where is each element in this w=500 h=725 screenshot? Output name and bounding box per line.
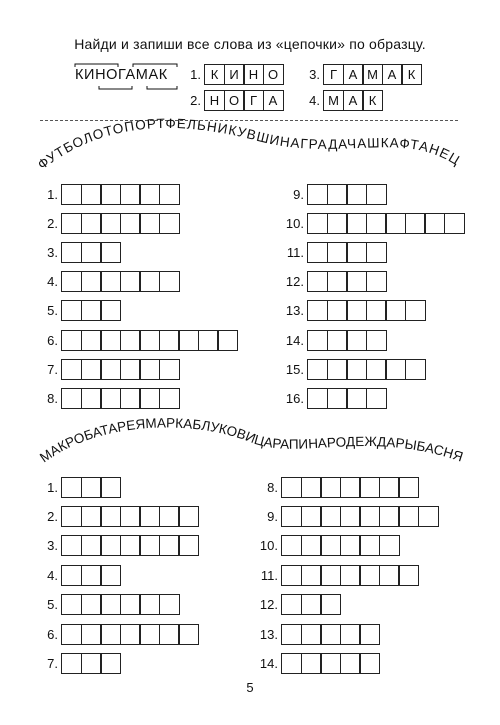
answer-boxes	[61, 388, 180, 409]
row-number: 12.	[285, 274, 304, 290]
example-letter-box: М	[362, 64, 383, 85]
answer-box[interactable]	[418, 506, 439, 527]
row-number: 12.	[259, 597, 278, 613]
answer-row	[30, 593, 180, 617]
answer-row	[276, 270, 387, 294]
example-letter-box: Н	[243, 64, 264, 85]
example-letter-box: И	[224, 64, 245, 85]
row-number: 14.	[285, 332, 304, 348]
page-number: 5	[246, 680, 254, 695]
answer-box[interactable]	[61, 594, 82, 615]
example-number: 3.	[309, 67, 320, 82]
answer-box[interactable]	[346, 184, 367, 205]
answer-row	[250, 504, 439, 528]
answer-box[interactable]	[120, 271, 141, 292]
answer-box[interactable]	[320, 506, 341, 527]
answer-boxes	[61, 506, 199, 527]
answer-box[interactable]	[120, 184, 141, 205]
answer-row	[250, 534, 400, 558]
row-number: 10.	[259, 538, 278, 554]
example-letter-box: А	[382, 64, 403, 85]
answer-box[interactable]	[301, 594, 322, 615]
answer-box[interactable]	[120, 594, 141, 615]
example-letter-box: К	[362, 90, 383, 111]
answer-box[interactable]	[120, 624, 141, 645]
answer-box[interactable]	[281, 506, 302, 527]
answer-box[interactable]	[379, 506, 400, 527]
answer-row	[250, 475, 419, 499]
example-number: 2.	[190, 93, 201, 108]
answer-box[interactable]	[159, 213, 180, 234]
answer-boxes	[61, 184, 180, 205]
answer-row	[250, 563, 419, 587]
chain-text-2: МАКРОБАТАРЕЯМАРКАБЛУКОВИЦАРАПИНАРОДЕЖДАРЫБАСНЯ	[37, 415, 467, 466]
answer-boxes	[61, 535, 199, 556]
row-number: 7.	[47, 655, 58, 671]
answer-box[interactable]	[301, 477, 322, 498]
answer-box[interactable]	[320, 565, 341, 586]
answer-boxes	[307, 271, 387, 292]
answer-box[interactable]	[81, 477, 102, 498]
answer-box[interactable]	[159, 535, 180, 556]
answer-box[interactable]	[100, 653, 121, 674]
row-number: 9.	[267, 508, 278, 524]
answer-row	[30, 563, 121, 587]
answer-box[interactable]	[61, 624, 82, 645]
answer-box[interactable]	[307, 184, 328, 205]
row-number: 5.	[47, 597, 58, 613]
answer-box[interactable]	[159, 594, 180, 615]
answer-box[interactable]	[81, 184, 102, 205]
answer-row	[30, 534, 199, 558]
row-number: 8.	[47, 390, 58, 406]
answer-box[interactable]	[366, 213, 387, 234]
answer-box[interactable]	[139, 271, 160, 292]
row-number: 2.	[47, 508, 58, 524]
example-letter-box: Г	[323, 64, 344, 85]
example-number: 4.	[309, 93, 320, 108]
answer-box[interactable]	[359, 506, 380, 527]
answer-box[interactable]	[359, 535, 380, 556]
answer-boxes	[307, 359, 426, 380]
answer-box[interactable]	[320, 535, 341, 556]
answer-boxes	[281, 506, 439, 527]
row-number: 6.	[47, 332, 58, 348]
answer-box[interactable]	[307, 242, 328, 263]
row-number: 1.	[47, 479, 58, 495]
answer-box[interactable]	[198, 330, 219, 351]
answer-box[interactable]	[301, 565, 322, 586]
answer-box[interactable]	[139, 535, 160, 556]
answer-boxes	[61, 271, 180, 292]
answer-box[interactable]	[120, 388, 141, 409]
answer-box[interactable]	[281, 594, 302, 615]
answer-box[interactable]	[307, 213, 328, 234]
answer-box[interactable]	[61, 271, 82, 292]
answer-row	[30, 651, 121, 675]
answer-row	[276, 328, 387, 352]
answer-boxes	[307, 184, 387, 205]
answer-box[interactable]	[100, 624, 121, 645]
answer-box[interactable]	[346, 300, 367, 321]
row-number: 2.	[47, 215, 58, 231]
answer-box[interactable]	[81, 330, 102, 351]
answer-box[interactable]	[159, 359, 180, 380]
row-number: 10.	[285, 215, 304, 231]
example-letter-box: М	[323, 90, 344, 111]
answer-box[interactable]	[139, 184, 160, 205]
row-number: 14.	[259, 655, 278, 671]
answer-box[interactable]	[359, 477, 380, 498]
answer-box[interactable]	[281, 535, 302, 556]
answer-box[interactable]	[178, 535, 199, 556]
answer-row	[30, 328, 238, 352]
answer-box[interactable]	[320, 624, 341, 645]
answer-box[interactable]	[307, 271, 328, 292]
answer-boxes	[61, 565, 121, 586]
answer-box[interactable]	[366, 242, 387, 263]
answer-box[interactable]	[61, 565, 82, 586]
answer-boxes	[307, 242, 387, 263]
example-letter-box: О	[224, 90, 245, 111]
answer-box[interactable]	[61, 506, 82, 527]
answer-box[interactable]	[366, 388, 387, 409]
answer-box[interactable]	[327, 359, 348, 380]
answer-box[interactable]	[327, 184, 348, 205]
answer-box[interactable]	[444, 213, 465, 234]
answer-box[interactable]	[100, 359, 121, 380]
answer-box[interactable]	[139, 388, 160, 409]
answer-box[interactable]	[100, 477, 121, 498]
answer-row	[276, 211, 465, 235]
answer-row	[276, 240, 387, 264]
row-number: 4.	[47, 274, 58, 290]
answer-box[interactable]	[120, 213, 141, 234]
answer-box[interactable]	[159, 388, 180, 409]
answer-box[interactable]	[159, 184, 180, 205]
answer-box[interactable]	[359, 653, 380, 674]
answer-box[interactable]	[139, 359, 160, 380]
answer-row	[30, 240, 121, 264]
answer-box[interactable]	[366, 359, 387, 380]
row-number: 11.	[286, 244, 304, 260]
row-number: 13.	[285, 303, 304, 319]
answer-row	[30, 211, 180, 235]
answer-box[interactable]	[159, 330, 180, 351]
answer-box[interactable]	[340, 477, 361, 498]
answer-box[interactable]	[81, 653, 102, 674]
answer-box[interactable]	[81, 213, 102, 234]
answer-box[interactable]	[61, 330, 82, 351]
answer-box[interactable]	[340, 535, 361, 556]
answer-box[interactable]	[100, 594, 121, 615]
answer-boxes	[61, 213, 180, 234]
answer-boxes	[307, 300, 426, 321]
row-number: 9.	[293, 186, 304, 202]
example-letter-box: О	[263, 64, 284, 85]
answer-box[interactable]	[81, 624, 102, 645]
example-letter-box: А	[343, 64, 364, 85]
answer-box[interactable]	[327, 271, 348, 292]
answer-row	[250, 651, 380, 675]
answer-box[interactable]	[61, 535, 82, 556]
row-number: 15.	[285, 361, 304, 377]
answer-boxes	[61, 359, 180, 380]
answer-box[interactable]	[178, 330, 199, 351]
answer-box[interactable]	[120, 359, 141, 380]
answer-box[interactable]	[81, 300, 102, 321]
answer-box[interactable]	[340, 506, 361, 527]
example-letter-box: Н	[204, 90, 225, 111]
answer-box[interactable]	[340, 653, 361, 674]
answer-box[interactable]	[100, 535, 121, 556]
answer-box[interactable]	[139, 624, 160, 645]
answer-box[interactable]	[100, 506, 121, 527]
answer-box[interactable]	[307, 388, 328, 409]
row-number: 16.	[285, 390, 304, 406]
answer-box[interactable]	[120, 535, 141, 556]
answer-box[interactable]	[61, 477, 82, 498]
answer-boxes	[307, 213, 465, 234]
answer-box[interactable]	[61, 213, 82, 234]
answer-row	[30, 475, 121, 499]
answer-box[interactable]	[81, 594, 102, 615]
answer-box[interactable]	[301, 653, 322, 674]
answer-boxes	[281, 594, 341, 615]
answer-box[interactable]	[81, 388, 102, 409]
answer-box[interactable]	[359, 565, 380, 586]
row-number: 3.	[47, 538, 58, 554]
answer-box[interactable]	[301, 624, 322, 645]
answer-box[interactable]	[81, 535, 102, 556]
answer-box[interactable]	[379, 477, 400, 498]
example-chain-word: КИНОГАМАК	[75, 67, 168, 83]
answer-boxes	[61, 330, 238, 351]
answer-box[interactable]	[81, 565, 102, 586]
example-letter-box: К	[204, 64, 225, 85]
answer-box[interactable]	[159, 506, 180, 527]
answer-box[interactable]	[81, 271, 102, 292]
answer-box[interactable]	[217, 330, 238, 351]
answer-row	[30, 386, 180, 410]
answer-box[interactable]	[424, 213, 445, 234]
answer-box[interactable]	[405, 359, 426, 380]
answer-box[interactable]	[159, 624, 180, 645]
answer-box[interactable]	[307, 359, 328, 380]
answer-box[interactable]	[327, 242, 348, 263]
row-number: 13.	[259, 626, 278, 642]
answer-box[interactable]	[139, 594, 160, 615]
answer-box[interactable]	[346, 213, 367, 234]
example-letter-box: А	[263, 90, 284, 111]
answer-row	[250, 622, 380, 646]
answer-box[interactable]	[385, 300, 406, 321]
answer-row	[30, 504, 199, 528]
answer-box[interactable]	[81, 359, 102, 380]
example-letter-box: К	[401, 64, 422, 85]
answer-boxes	[61, 477, 121, 498]
answer-box[interactable]	[139, 213, 160, 234]
instruction-text: Найди и запиши все слова из «цепочки» по образцу.	[74, 36, 426, 52]
answer-box[interactable]	[320, 477, 341, 498]
answer-row	[276, 357, 426, 381]
answer-box[interactable]	[139, 506, 160, 527]
answer-box[interactable]	[100, 565, 121, 586]
answer-box[interactable]	[61, 184, 82, 205]
answer-box[interactable]	[81, 506, 102, 527]
answer-box[interactable]	[100, 271, 121, 292]
answer-box[interactable]	[159, 271, 180, 292]
answer-row	[276, 299, 426, 323]
answer-row	[276, 182, 387, 206]
example-letter-box: А	[343, 90, 364, 111]
answer-box[interactable]	[100, 184, 121, 205]
answer-box[interactable]	[281, 477, 302, 498]
answer-box[interactable]	[398, 477, 419, 498]
answer-box[interactable]	[100, 388, 121, 409]
row-number: 4.	[47, 567, 58, 583]
answer-box[interactable]	[327, 300, 348, 321]
answer-box[interactable]	[307, 300, 328, 321]
answer-boxes	[307, 388, 387, 409]
answer-box[interactable]	[327, 213, 348, 234]
answer-row	[30, 270, 180, 294]
answer-row	[30, 299, 121, 323]
answer-box[interactable]	[178, 506, 199, 527]
answer-box[interactable]	[81, 242, 102, 263]
row-number: 8.	[267, 479, 278, 495]
answer-box[interactable]	[139, 330, 160, 351]
answer-box[interactable]	[100, 300, 121, 321]
answer-box[interactable]	[366, 184, 387, 205]
answer-box[interactable]	[340, 624, 361, 645]
answer-box[interactable]	[301, 535, 322, 556]
answer-box[interactable]	[346, 242, 367, 263]
answer-box[interactable]	[405, 213, 426, 234]
answer-box[interactable]	[366, 271, 387, 292]
answer-box[interactable]	[385, 359, 406, 380]
row-number: 3.	[47, 244, 58, 260]
answer-box[interactable]	[320, 594, 341, 615]
answer-box[interactable]	[281, 565, 302, 586]
answer-box[interactable]	[379, 565, 400, 586]
answer-box[interactable]	[61, 653, 82, 674]
answer-box[interactable]	[346, 359, 367, 380]
answer-box[interactable]	[61, 300, 82, 321]
answer-boxes	[281, 565, 419, 586]
example-letter-box: Г	[243, 90, 264, 111]
answer-box[interactable]	[120, 330, 141, 351]
answer-box[interactable]	[379, 535, 400, 556]
answer-box[interactable]	[100, 330, 121, 351]
answer-box[interactable]	[281, 624, 302, 645]
answer-box[interactable]	[405, 300, 426, 321]
row-number: 1.	[47, 186, 58, 202]
example-number: 1.	[190, 67, 201, 82]
answer-boxes	[281, 477, 419, 498]
row-number: 6.	[47, 626, 58, 642]
answer-box[interactable]	[301, 506, 322, 527]
answer-boxes	[281, 624, 380, 645]
answer-boxes	[61, 653, 121, 674]
answer-box[interactable]	[366, 300, 387, 321]
answer-boxes	[61, 242, 121, 263]
answer-box[interactable]	[385, 213, 406, 234]
answer-box[interactable]	[100, 242, 121, 263]
answer-box[interactable]	[178, 624, 199, 645]
row-number: 5.	[47, 303, 58, 319]
answer-boxes	[281, 653, 380, 674]
answer-box[interactable]	[346, 271, 367, 292]
answer-boxes	[61, 594, 180, 615]
answer-box[interactable]	[120, 506, 141, 527]
answer-box[interactable]	[61, 242, 82, 263]
answer-box[interactable]	[398, 506, 419, 527]
answer-row	[30, 622, 199, 646]
row-number: 7.	[47, 361, 58, 377]
answer-box[interactable]	[100, 213, 121, 234]
answer-box[interactable]	[307, 330, 328, 351]
answer-box[interactable]	[281, 653, 302, 674]
answer-boxes	[307, 330, 387, 351]
answer-box[interactable]	[340, 565, 361, 586]
answer-boxes	[61, 300, 121, 321]
answer-box[interactable]	[327, 388, 348, 409]
answer-box[interactable]	[398, 565, 419, 586]
answer-row	[30, 357, 180, 381]
answer-box[interactable]	[366, 330, 387, 351]
answer-row	[30, 182, 180, 206]
answer-box[interactable]	[346, 330, 367, 351]
answer-box[interactable]	[359, 624, 380, 645]
answer-boxes	[281, 535, 400, 556]
answer-row	[276, 386, 387, 410]
answer-boxes	[61, 624, 199, 645]
row-number: 11.	[260, 567, 278, 583]
answer-box[interactable]	[320, 653, 341, 674]
answer-box[interactable]	[327, 330, 348, 351]
answer-box[interactable]	[61, 388, 82, 409]
answer-box[interactable]	[346, 388, 367, 409]
chain-text-1: ФУТБОЛОТОПОРТФЕЛЬНИКУВШИНАГРАДАЧАШКАФТАНЕЦ	[34, 115, 464, 173]
answer-box[interactable]	[61, 359, 82, 380]
answer-row	[250, 593, 341, 617]
